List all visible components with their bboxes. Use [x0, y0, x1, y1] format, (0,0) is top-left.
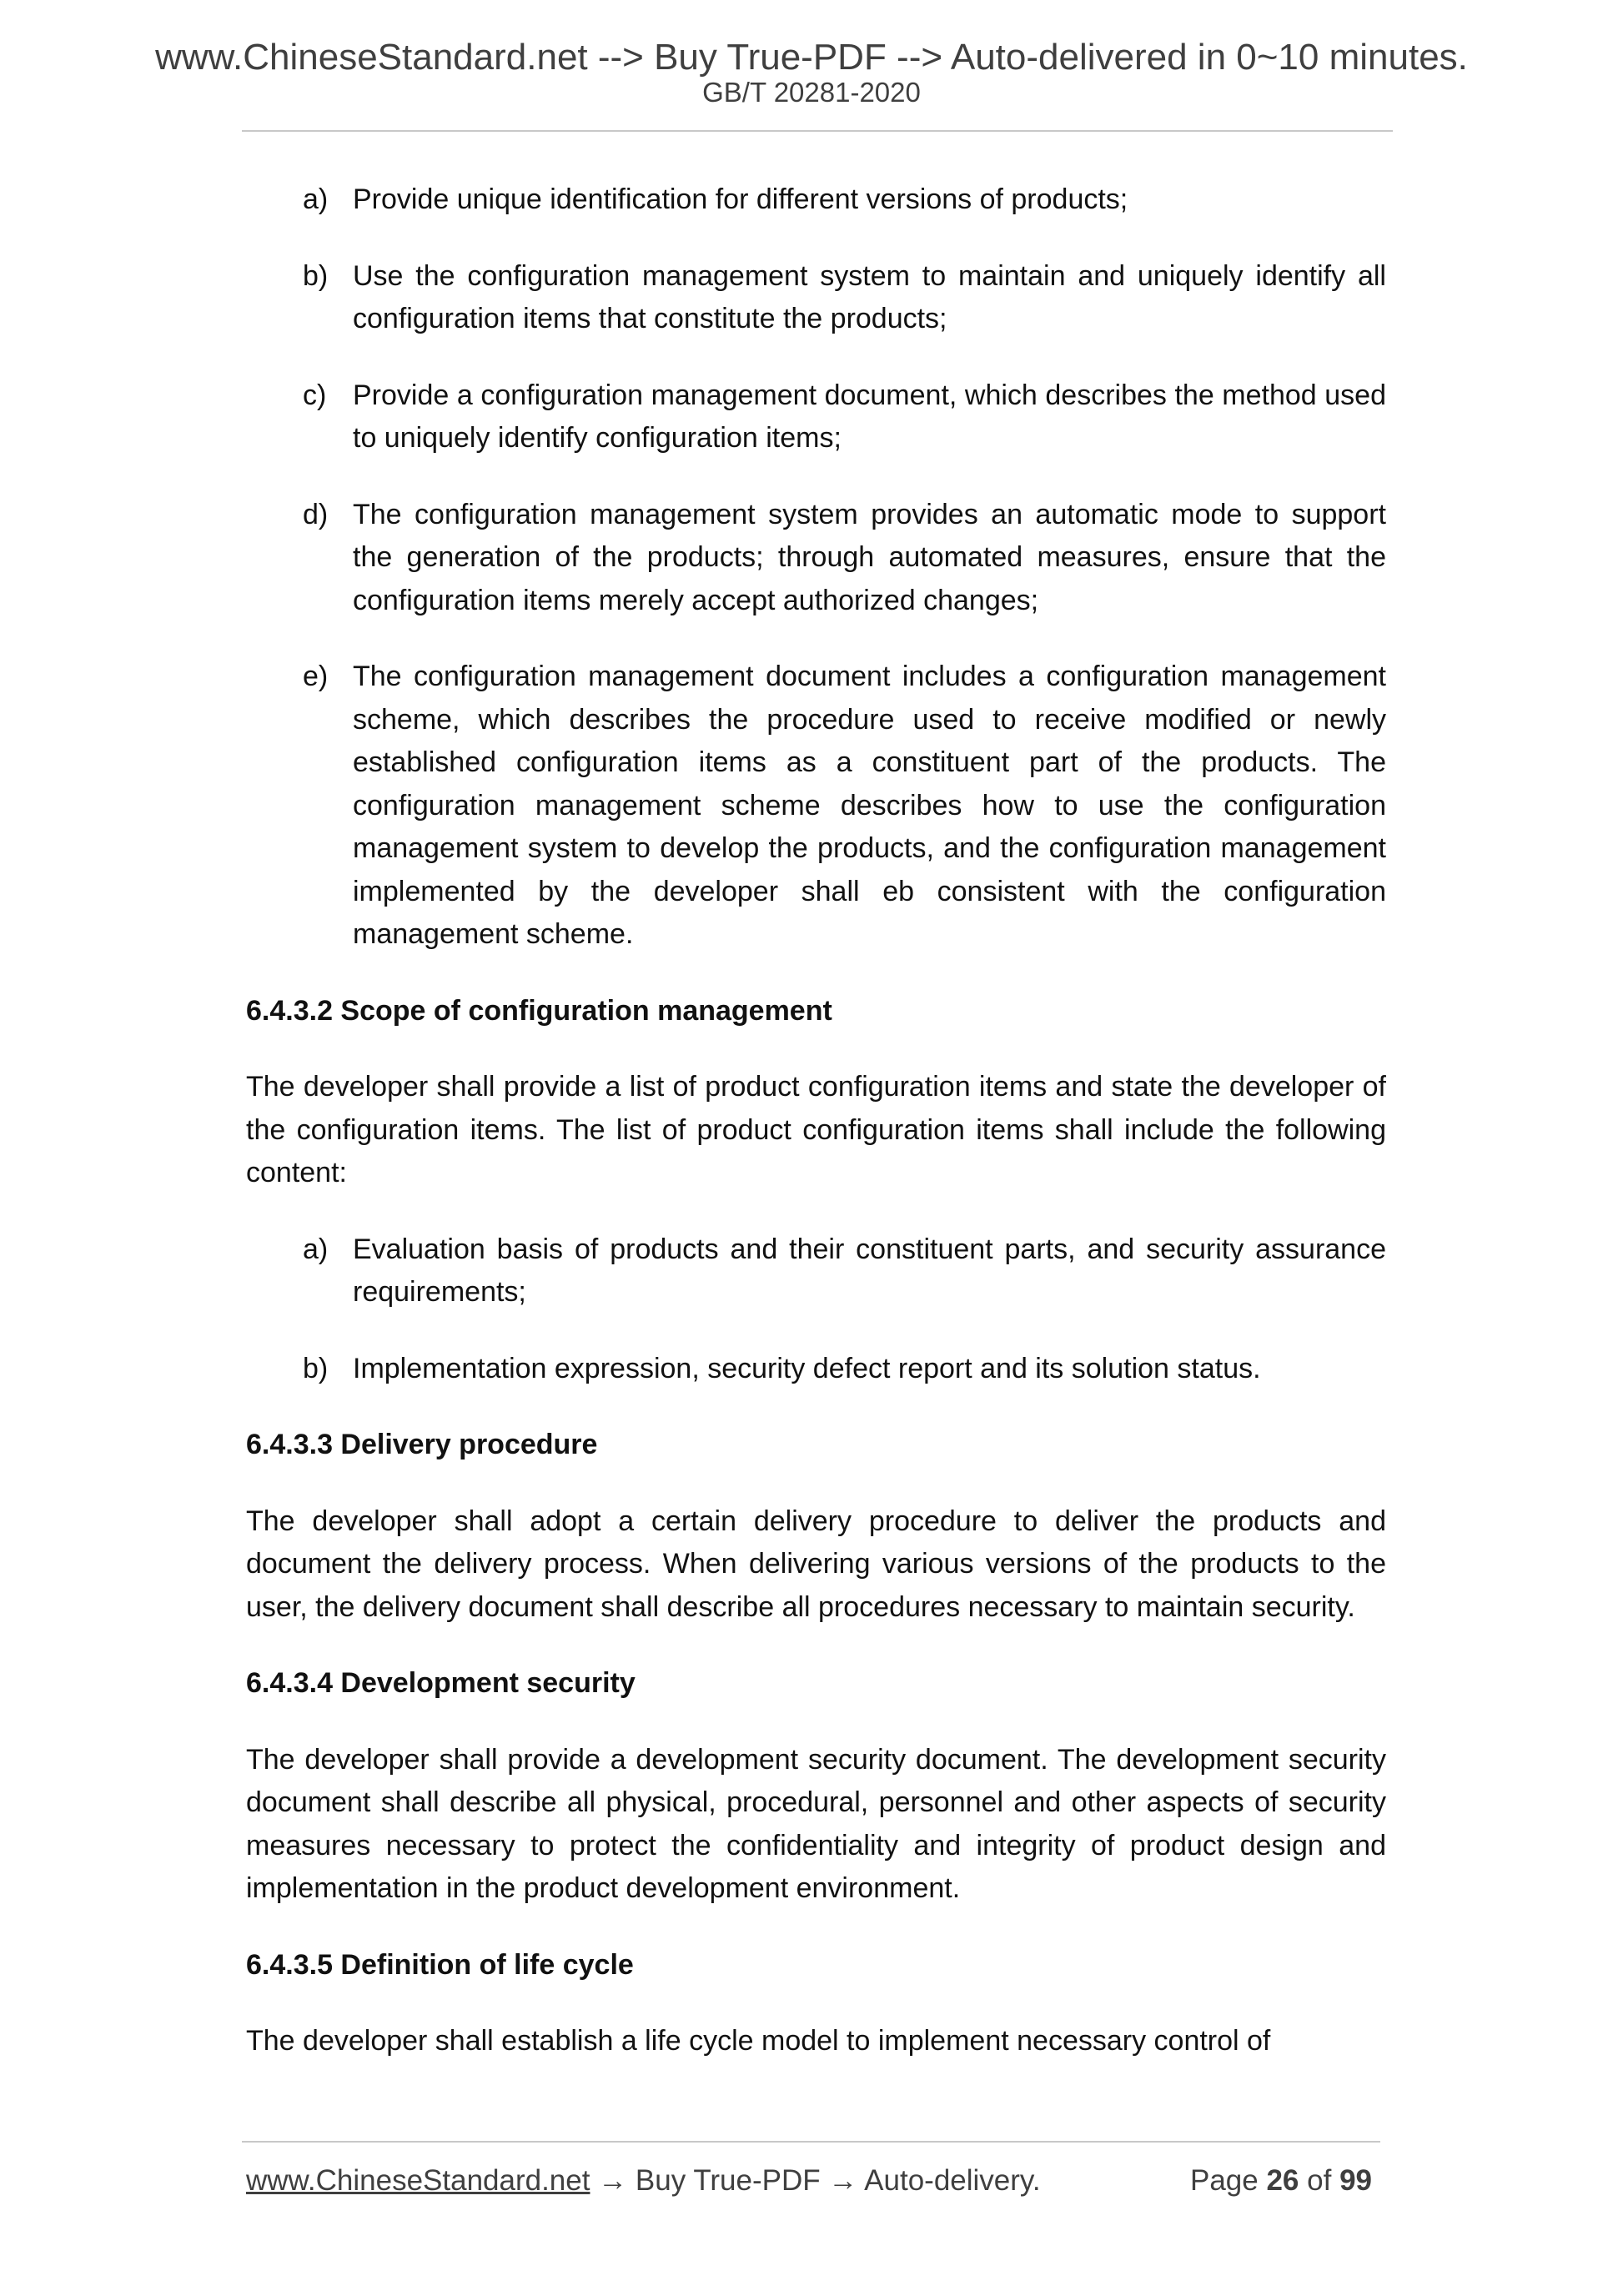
total-pages: 99 — [1339, 2164, 1372, 2197]
header-divider — [242, 130, 1393, 132]
standard-code: GB/T 20281-2020 — [702, 77, 921, 108]
list-item-label: b) — [303, 1352, 329, 1384]
list-item-text: Use the configuration management system to maintain and uniquely identify all configuration items that constitute the products; — [353, 259, 1386, 334]
section-paragraph: The developer shall adopt a certain delivery procedure to deliver the products and document the delivery process. When delivering various versions of the products to the user, the delivery document shall describe all procedures necessary to maintain security. — [246, 1505, 1386, 1623]
list-item — [246, 374, 1386, 460]
footer-promo-text: → Buy True-PDF → Auto-delivery. — [590, 2164, 1041, 2197]
list-item — [246, 178, 1386, 222]
list-item — [246, 1228, 1386, 1314]
top-banner: www.ChineseStandard.net --> Buy True-PDF --> Auto-delivered in 0~10 minutes. — [155, 37, 1468, 78]
list-item-text: Evaluation basis of products and their constituent parts, and security assurance requirements; — [353, 1233, 1386, 1308]
list-item — [246, 494, 1386, 623]
page-label: Page — [1189, 2164, 1259, 2197]
section-paragraph: The developer shall provide a development security document. The development security document shall describe all physical, procedural, personnel and other aspects of security measures necessary to protect the confidentiality and integrity of product design and implementation in the product development environment. — [246, 1743, 1386, 1904]
list-item — [246, 656, 1386, 957]
list-item-text: Provide unique identification for different versions of products; — [353, 183, 1128, 215]
list-item-text: The configuration management system provides an automatic mode to support the generation of the products; through automated measures, ensure that the configuration items merely accept authorized changes; — [353, 498, 1386, 616]
list-item — [246, 255, 1386, 341]
list-item-text: Implementation expression, security defect report and its solution status. — [353, 1352, 1261, 1384]
list-item-label: b) — [303, 259, 329, 292]
section-heading: 6.4.3.5 Definition of life cycle — [246, 1948, 634, 1981]
list-item-label: d) — [303, 498, 329, 530]
list-item — [246, 1348, 1386, 1391]
of-label: of — [1307, 2164, 1332, 2197]
list-item-label: a) — [303, 1233, 329, 1265]
page-number — [1190, 2163, 1372, 2198]
section-heading: 6.4.3.3 Delivery procedure — [246, 1429, 598, 1460]
current-page: 26 — [1266, 2164, 1299, 2197]
footer-divider — [242, 2141, 1380, 2143]
list-item-label: a) — [303, 183, 329, 215]
section-paragraph: The developer shall establish a life cycle model to implement necessary control of — [246, 2025, 1271, 2057]
section-heading: 6.4.3.4 Development security — [246, 1667, 636, 1699]
footer-link[interactable]: www.ChineseStandard.net — [246, 2164, 590, 2197]
list-item-label: c) — [303, 379, 327, 411]
footer-promo — [246, 2163, 1041, 2198]
list-item-text: Provide a configuration management document, which describes the method used to uniquely identify configuration items; — [353, 379, 1386, 454]
section-heading: 6.4.3.2 Scope of configuration management — [246, 994, 832, 1027]
list-item-label: e) — [303, 661, 329, 692]
page-body — [246, 178, 1386, 2063]
list-item-text: The configuration management document includes a configuration management scheme, which describes the procedure used to receive modified or newly established configuration items as a constituent part of the products. The configuration management scheme describes how to use the configuration management system to develop the products, and the configuration management implemented by the developer shall eb consistent with the configuration management scheme. — [353, 661, 1386, 950]
section-paragraph: The developer shall provide a list of product configuration items and state the developer of the configuration items. The list of product configuration items shall include the following content: — [246, 1071, 1386, 1188]
